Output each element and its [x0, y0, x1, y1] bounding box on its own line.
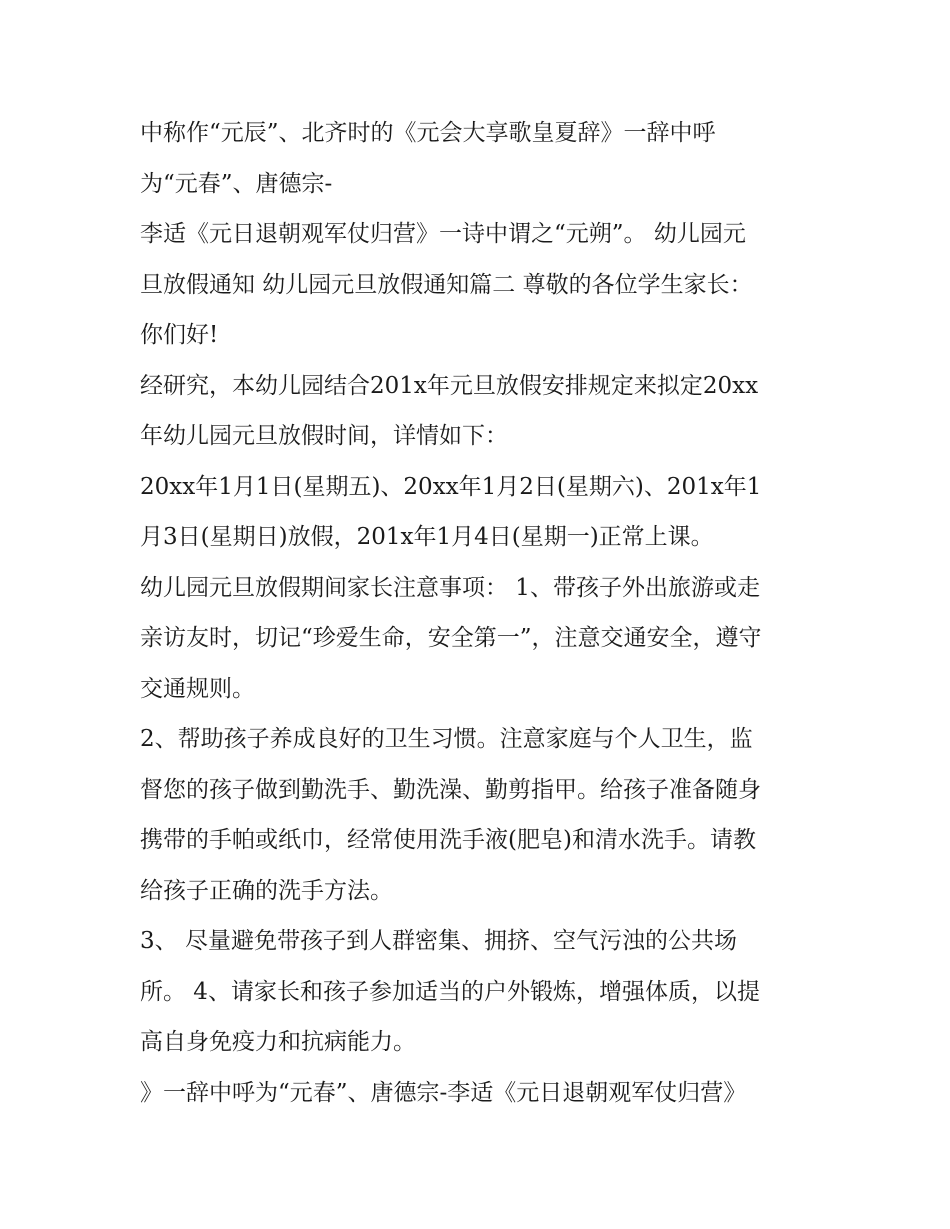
- text-line: 高自身免疫力和抗病能力。: [140, 1029, 416, 1055]
- text-line: 给孩子正确的洗手方法。: [140, 877, 393, 904]
- text-line: 3、 尽量避免带孩子到人群密集、拥挤、空气污浊的公共场: [140, 928, 737, 954]
- text-line: 亲访友时，切记“珍爱生命，安全第一”，注意交通安全，遵守: [140, 625, 762, 651]
- text-line: 2、帮助孩子养成良好的卫生习惯。注意家庭与个人卫生，监: [140, 726, 753, 752]
- text-line: 幼儿园元旦放假期间家长注意事项： 1、带孩子外出旅游或走: [140, 574, 760, 601]
- text-line: 所。 4、请家长和孩子参加适当的户外锻炼，增强体质，以提: [140, 978, 760, 1005]
- text-line: 李适《元日退朝观军仗归营》一诗中谓之“元朔”。 幼儿园元: [140, 221, 746, 247]
- text-line: 你们好!: [140, 322, 219, 348]
- text-line: 中称作“元辰”、北齐时的《元会大享歌皇夏辞》一辞中呼: [140, 120, 716, 146]
- text-line: 》一辞中呼为“元春”、唐德宗-李适《元日退朝观军仗归营》: [140, 1079, 747, 1106]
- text-line: 旦放假通知 幼儿园元旦放假通知篇二 尊敬的各位学生家长：: [140, 271, 753, 298]
- text-line: 年幼儿园元旦放假时间，详情如下：: [140, 423, 508, 449]
- text-line: 经研究，本幼儿园结合201x年元旦放假安排规定来拟定20xx: [140, 372, 759, 399]
- text-line: 交通规则。: [140, 675, 255, 702]
- text-line: 携带的手帕或纸巾，经常使用洗手液(肥皂)和清水洗手。请教: [140, 827, 756, 853]
- document-body: [140, 108, 820, 1118]
- text-line: 月3日(星期日)放假，201x年1月4日(星期一)正常上课。: [140, 524, 714, 550]
- text-line: 督您的孩子做到勤洗手、勤洗澡、勤剪指甲。给孩子准备随身: [140, 776, 761, 803]
- text-line: 为“元春”、唐德宗-: [140, 170, 333, 197]
- text-line: 20xx年1月1日(星期五)、20xx年1月2日(星期六)、201x年1: [140, 473, 762, 500]
